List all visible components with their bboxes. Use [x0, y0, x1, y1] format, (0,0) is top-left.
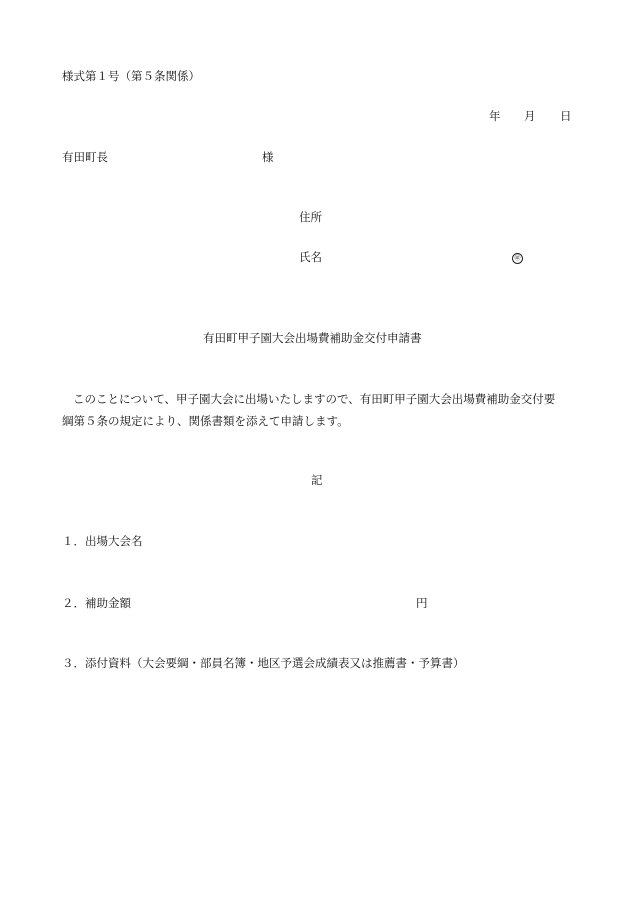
item-event-name: １．出場大会名 [62, 534, 143, 548]
document-title: 有田町甲子園大会出場費補助金交付申請書 [203, 331, 422, 345]
date-year: 年 [489, 109, 501, 123]
item-attachments: ３．添付資料（大会要綱・部員名簿・地区予選会成績表又は推薦書・予算書） [62, 656, 465, 670]
body-paragraph [62, 388, 574, 432]
date-month: 月 [524, 109, 536, 123]
seal-icon: ㊞ [512, 253, 523, 264]
ki-heading: 記 [311, 473, 323, 487]
form-number: 様式第１号（第５条関係） [62, 69, 200, 83]
seal-mark [512, 252, 523, 264]
address-label: 住所 [299, 210, 322, 224]
recipient-name: 有田町長 [62, 150, 108, 164]
date-day: 日 [560, 109, 572, 123]
recipient-honorific: 様 [262, 150, 274, 164]
item-subsidy-amount: ２．補助金額 [62, 596, 131, 610]
body-line-1: このことについて、甲子園大会に出場いたしますので、有田町甲子園大会出場費補助金交付要 [73, 392, 556, 406]
subsidy-unit: 円 [416, 596, 428, 610]
body-line-2: 綱第５条の規定により、関係書類を添えて申請します。 [62, 414, 349, 428]
name-label: 氏名 [299, 250, 322, 264]
